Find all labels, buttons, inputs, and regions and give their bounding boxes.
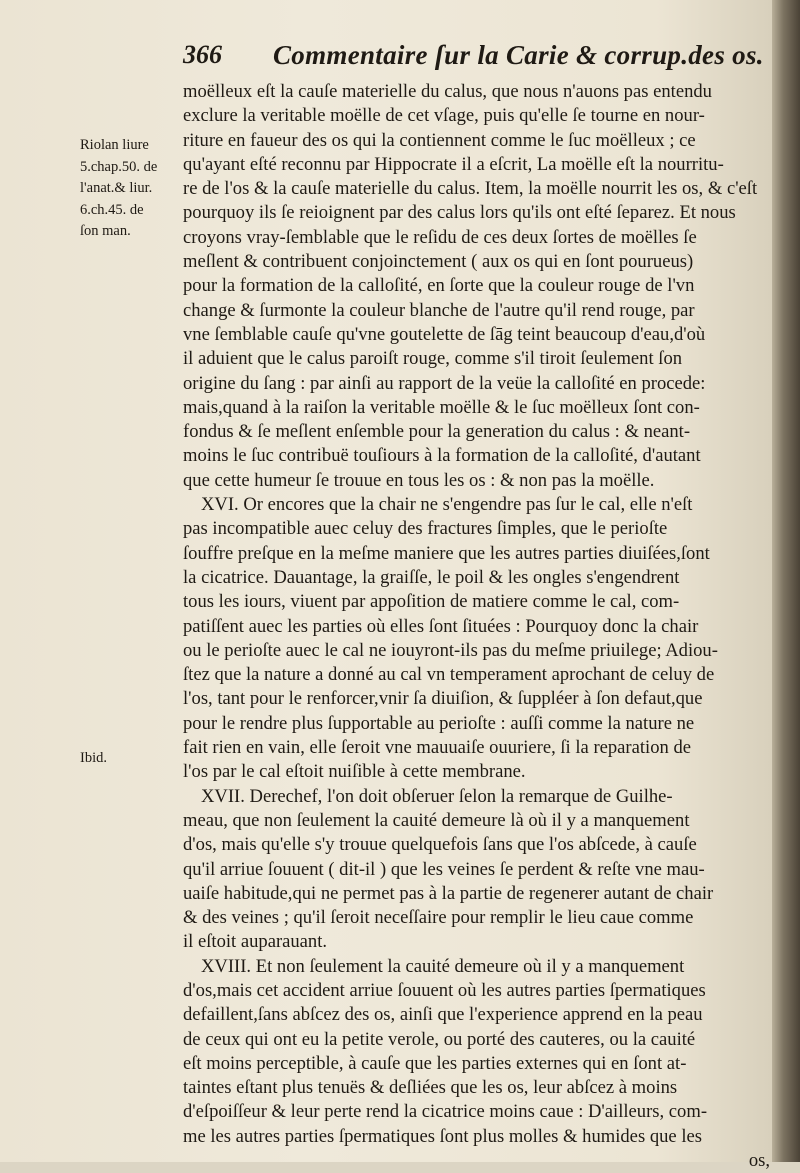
margin-note-line: 6.ch.45. de — [80, 201, 144, 218]
text-line: que cette humeur ſe trouue en tous les os : & non pas la moëlle. — [183, 469, 655, 491]
text-line: meſlent & contribuent conjoinctement ( aux os qui en ſont pourueus) — [183, 251, 694, 273]
text-line: fondus & ſe meſlent enſemble pour la generation du calus : & neant- — [183, 421, 691, 443]
text-line: qu'ayant eſté reconnu par Hippocrate il a eſcrit, La moëlle eſt la nourritu- — [183, 153, 724, 175]
text-line: pour le rendre plus ſupportable au perioſte : auſſi comme la nature ne — [183, 712, 695, 734]
text-line: de ceux qui ont eu la petite verole, ou porté des cauteres, ou la cauité — [183, 1028, 696, 1050]
text-line: moins le ſuc contribuë touſiours à la formation de la calloſité, d'autant — [183, 445, 701, 467]
main-text-block — [183, 80, 776, 1173]
text-line: l'os par le cal eſtoit nuiſible à cette membrane. — [183, 761, 526, 783]
text-line: patiſſent auec les parties où elles ſont ſituées : Pourquoy donc la chair — [183, 615, 699, 637]
page-number: 366 — [183, 40, 222, 69]
text-line: pour la formation de la calloſité, en ſorte que la couleur rouge de l'vn — [183, 275, 695, 297]
section-heading-line: XVIII. Et non ſeulement la cauité demeure où il y a manquement — [201, 955, 685, 977]
binding-gutter — [772, 0, 800, 1162]
text-line: il aduient que le calus paroiſt rouge, comme s'il tiroit ſeulement ſon — [183, 348, 683, 370]
margin-note-line: ſon man. — [80, 223, 131, 239]
text-line: moëlleux eſt la cauſe materielle du calus, que nous n'auons pas entendu — [183, 81, 712, 102]
text-line: d'os,mais cet accident arriue ſouuent où les autres parties ſpermatiques — [183, 979, 706, 1001]
text-line: me les autres parties ſpermatiques ſont plus molles & humides que les — [183, 1125, 702, 1147]
text-line: re de l'os & la cauſe materielle du calus. Item, la moëlle nourrit les os, & c'eſt — [183, 178, 758, 200]
section-heading-line: XVII. Derechef, l'on doit obſeruer ſelon la remarque de Guilhe- — [201, 785, 673, 807]
margin-note-line: Ibid. — [80, 750, 107, 766]
text-line: defaillent,ſans abſcez des os, ainſi que l'experience apprend en la peau — [183, 1004, 703, 1026]
catchword: os, — [748, 1150, 770, 1172]
text-line: eſt moins perceptible, à cauſe que les parties externes qui en ſont at- — [183, 1052, 687, 1074]
text-line: croyons vray-ſemblable que le reſidu de ces deux ſortes de moëlles ſe — [183, 226, 697, 248]
page-header — [183, 40, 764, 80]
text-line: meau, que non ſeulement la cauité demeure là où il y a manquement — [183, 809, 690, 831]
text-line: tous les iours, viuent par appoſition de matiere comme le cal, com- — [183, 591, 680, 613]
text-line: origine du ſang : par ainſi au rapport de la veüe la calloſité en procede: — [183, 372, 706, 394]
text-line: taintes eſtant plus tenuës & deſliées que les os, leur abſcez à moins — [183, 1077, 678, 1099]
text-line: & des veines ; qu'il ſeroit neceſſaire pour remplir le lieu caue comme — [183, 907, 694, 929]
text-line: qu'il arriue ſouuent ( dit-il ) que les veines ſe perdent & reſte vne mau- — [183, 858, 705, 880]
text-line: riture en faueur des os qui la contiennent comme le ſuc moëlleux ; ce — [183, 129, 696, 151]
margin-note-line: 5.chap.50. de — [80, 158, 158, 175]
text-line: change & ſurmonte la couleur blanche de l'autre qu'il rend rouge, par — [183, 299, 695, 321]
text-line: d'os, mais qu'elle s'y trouue quelquefois ſans que l'os abſcede, à cauſe — [183, 834, 697, 856]
text-line: ou le perioſte auec le cal ne iouyront-ils pas du meſme priuilege; Adiou- — [183, 639, 718, 661]
running-title: Commentaire ſur la Carie & corrup.des os. — [273, 40, 764, 70]
text-line: uaiſe habitude,qui ne permet pas à la partie de regenerer autant de chair — [183, 882, 714, 904]
text-line: il eſtoit auparauant. — [183, 931, 328, 953]
text-line: d'eſpoiſſeur & leur perte rend la cicatrice moins caue : D'ailleurs, com- — [183, 1101, 708, 1123]
margin-note-riolan — [80, 135, 180, 243]
text-line: ſtez que la nature a donné au cal vn temperament aprochant de celuy de — [183, 664, 715, 686]
margin-note-ibid — [80, 748, 180, 770]
margin-note-line: Riolan liure — [80, 137, 149, 153]
margin-note-line: l'anat.& liur. — [80, 180, 153, 196]
text-line: l'os, tant pour le renforcer,vnir ſa diuiſion, & ſuppléer à ſon defaut,que — [183, 688, 703, 710]
text-line: ſouffre preſque en la meſme maniere que les autres parties diuiſées,ſont — [183, 542, 710, 564]
text-line: mais,quand à la raiſon la veritable moëlle & le ſuc moëlleux ſont con- — [183, 396, 700, 418]
text-line: vne ſemblable cauſe qu'vne goutelette de ſāg teint beaucoup d'eau,d'où — [183, 323, 706, 345]
section-heading-line: XVI. Or encores que la chair ne s'engendre pas ſur le cal, elle n'eſt — [201, 494, 693, 516]
text-line: exclure la veritable moëlle de cet vſage, puis qu'elle ſe tourne en nour- — [183, 105, 705, 127]
text-line: pourquoy ils ſe reioignent par des calus lors qu'ils ont eſté ſeparez. Et nous — [183, 202, 736, 224]
text-line: la cicatrice. Dauantage, la graiſſe, le poil & les ongles s'engendrent — [183, 566, 680, 588]
text-line: fait rien en vain, elle ſeroit vne mauuaiſe ouuriere, ſi la reparation de — [183, 737, 692, 759]
text-line: pas incompatible auec celuy des fractures ſimples, que le perioſte — [183, 518, 668, 540]
